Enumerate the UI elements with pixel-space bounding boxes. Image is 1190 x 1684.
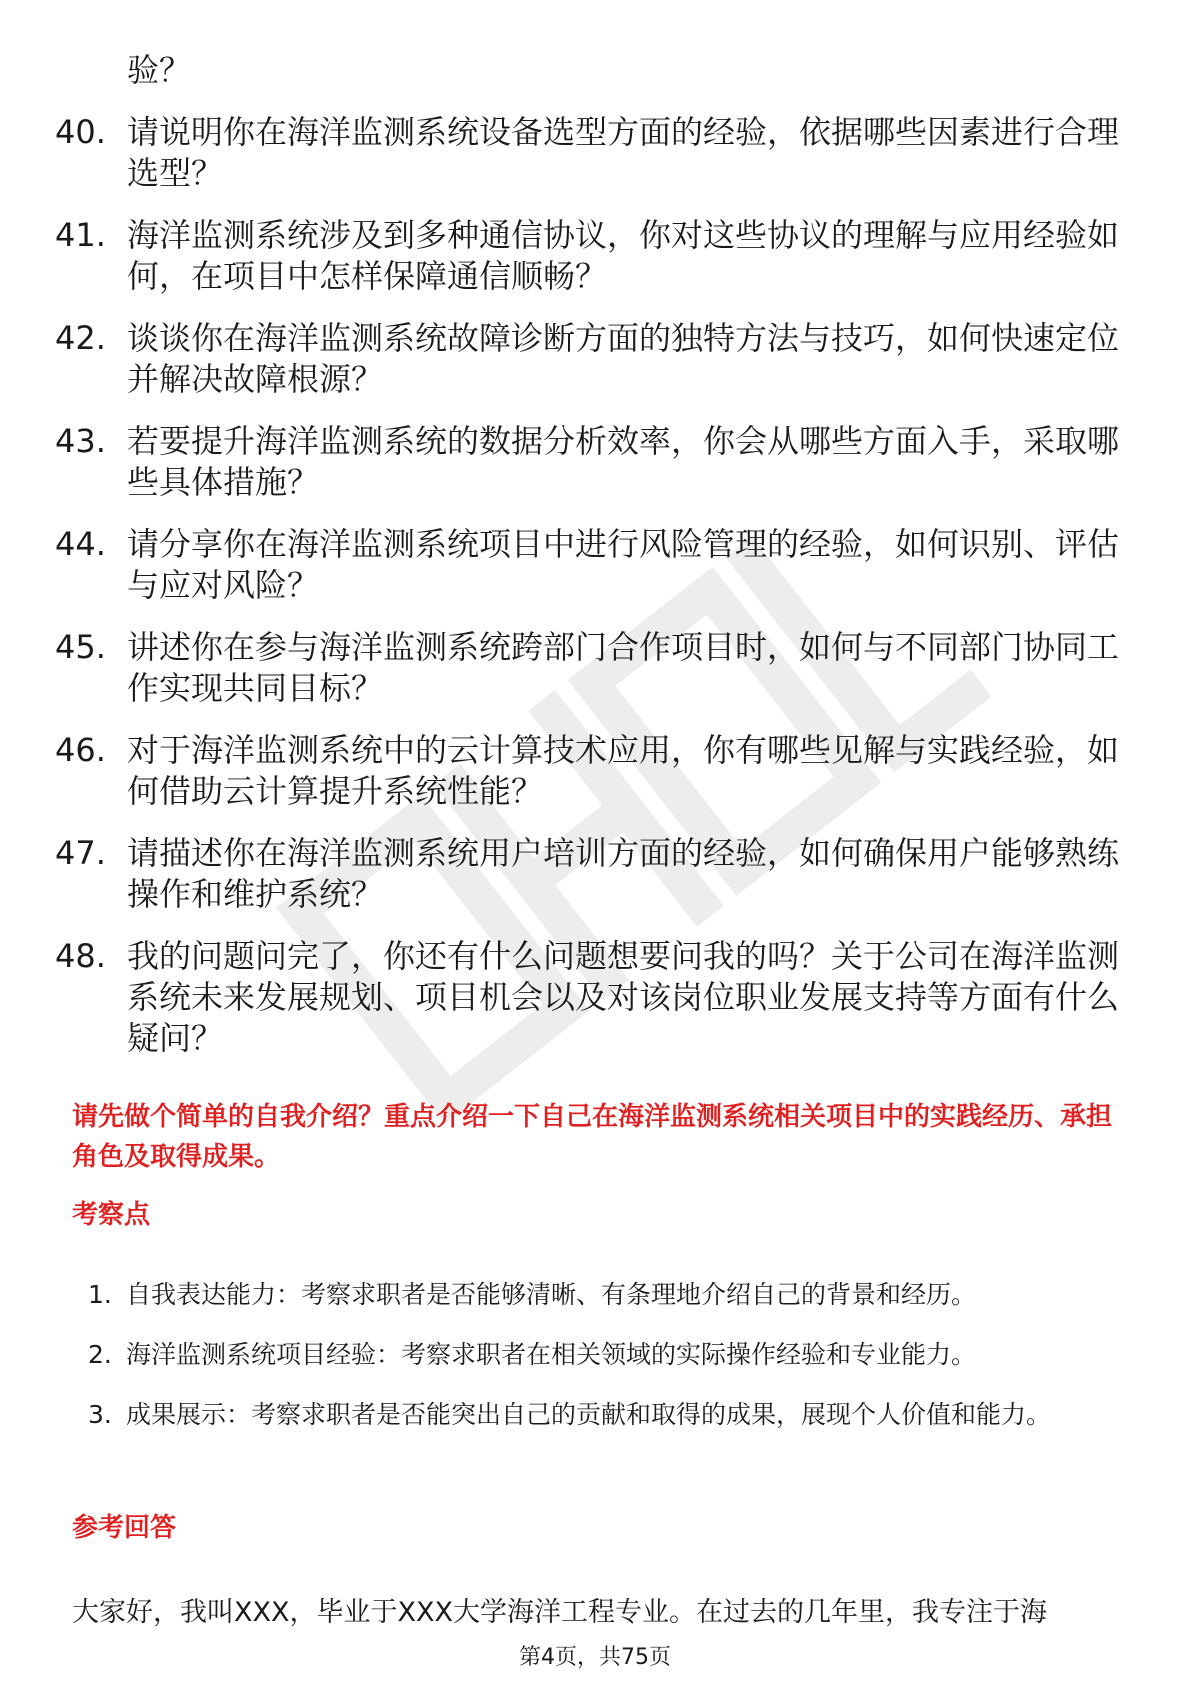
item-number: 2.	[88, 1340, 112, 1369]
item-number: 48.	[55, 937, 106, 975]
page-footer: 第4页，共75页	[519, 1645, 671, 1670]
item-number: 44.	[55, 525, 106, 563]
assessment-points-list	[88, 1265, 1128, 1445]
item-number: 41.	[55, 216, 106, 254]
question-text: 我的问题问完了，你还有什么问题想要问我的吗？关于公司在海洋监测系统未来发展规划、项目机会以及对该岗位职业发展支持等方面有什么疑问？	[127, 937, 1120, 1057]
point-text: 海洋监测系统项目经验：考察求职者在相关领域的实际操作经验和专业能力。	[126, 1340, 977, 1369]
item-number: 1.	[88, 1280, 112, 1309]
question-text: 讲述你在参与海洋监测系统跨部门合作项目时，如何与不同部门协同工作实现共同目标？	[127, 628, 1120, 707]
item-number: 47.	[55, 834, 106, 872]
list-item	[55, 627, 1135, 709]
list-item	[55, 318, 1135, 400]
point-text: 成果展示：考察求职者是否能突出自己的贡献和取得的成果，展现个人价值和能力。	[126, 1400, 1052, 1429]
question-list	[55, 112, 1135, 1080]
question-text: 请描述你在海洋监测系统用户培训方面的经验，如何确保用户能够熟练操作和维护系统？	[127, 834, 1120, 913]
item-number: 45.	[55, 628, 106, 666]
list-item	[88, 1385, 1128, 1445]
question-text: 请说明你在海洋监测系统设备选型方面的经验，依据哪些因素进行合理选型？	[127, 113, 1120, 192]
list-item	[55, 833, 1135, 915]
list-item	[88, 1265, 1128, 1325]
assessment-points-label: 考察点	[72, 1200, 151, 1230]
question-text: 若要提升海洋监测系统的数据分析效率，你会从哪些方面入手，采取哪些具体措施？	[127, 422, 1120, 501]
point-text: 自我表达能力：考察求职者是否能够清晰、有条理地介绍自己的背景和经历。	[126, 1280, 977, 1309]
continued-question-text: 验？	[127, 51, 192, 89]
question-text: 谈谈你在海洋监测系统故障诊断方面的独特方法与技巧，如何快速定位并解决故障根源？	[127, 319, 1120, 398]
item-number: 46.	[55, 731, 106, 769]
item-number: 43.	[55, 422, 106, 460]
item-number: 3.	[88, 1400, 112, 1429]
highlighted-question-heading: 请先做个简单的自我介绍？重点介绍一下自己在海洋监测系统相关项目中的实践经历、承担角色及取得成果。	[72, 1102, 1113, 1172]
list-item	[55, 936, 1135, 1059]
list-item	[55, 215, 1135, 297]
question-text: 对于海洋监测系统中的云计算技术应用，你有哪些见解与实践经验，如何借助云计算提升系统性能？	[127, 731, 1120, 810]
question-text: 海洋监测系统涉及到多种通信协议，你对这些协议的理解与应用经验如何，在项目中怎样保障通信顺畅？	[127, 216, 1120, 295]
item-number: 40.	[55, 113, 106, 151]
list-item	[55, 730, 1135, 812]
question-text: 请分享你在海洋监测系统项目中进行风险管理的经验，如何识别、评估与应对风险？	[127, 525, 1120, 604]
list-item	[55, 524, 1135, 606]
item-number: 42.	[55, 319, 106, 357]
list-item	[88, 1325, 1128, 1385]
list-item	[55, 421, 1135, 503]
list-item	[55, 112, 1135, 194]
reference-answer-label: 参考回答	[72, 1513, 177, 1543]
reference-answer-text: 大家好，我叫XXX，毕业于XXX大学海洋工程专业。在过去的几年里，我专注于海	[72, 1597, 1047, 1628]
